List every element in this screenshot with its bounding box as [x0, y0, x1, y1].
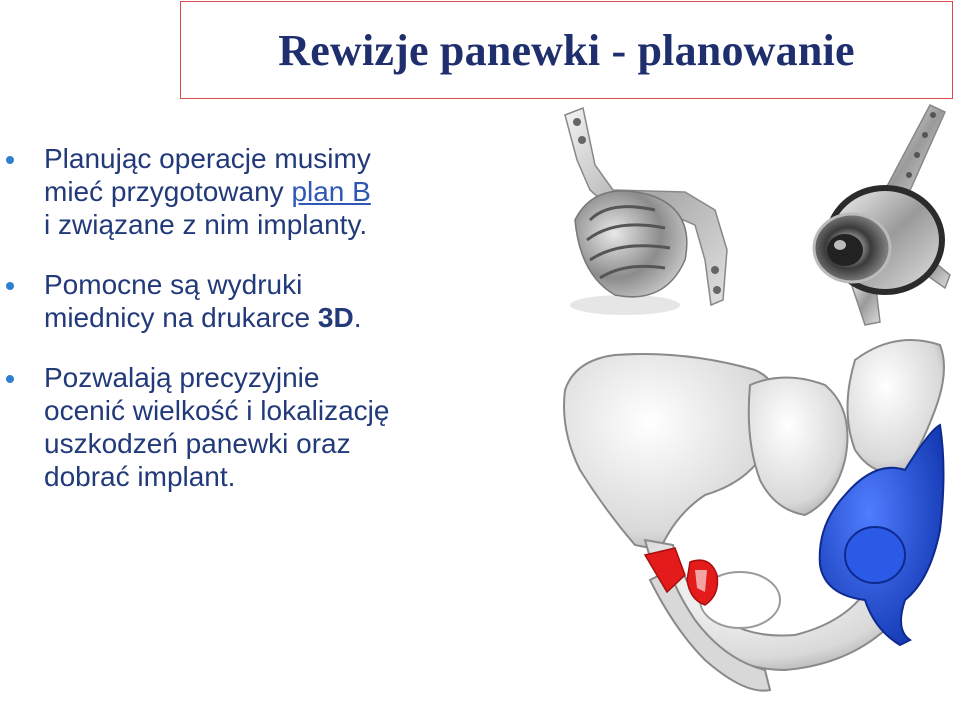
plan-b-link[interactable]: plan B	[291, 176, 371, 207]
bullet-2-line-2	[44, 301, 540, 334]
bold-3d: 3D	[317, 302, 354, 333]
bullet-3-line-2: ocenić wielkość i lokalizację	[44, 395, 390, 426]
bullet-dot-icon	[6, 375, 14, 383]
bullet-dot-icon	[6, 156, 14, 164]
implant-cage-image	[555, 100, 745, 325]
bullet-2-line-2-text: miednicy na drukarce	[44, 302, 318, 333]
bullet-item-2	[0, 268, 540, 334]
acetabular-cage-implant-icon	[555, 100, 745, 325]
bullet-2-line-1: Pomocne są wydruki	[44, 269, 303, 300]
bullet-dot-icon	[6, 282, 14, 290]
slide-title: Rewizje panewki - planowanie	[278, 25, 855, 75]
bullet-3-line-1: Pozwalają precyzyjnie	[44, 362, 320, 393]
bullet-item-3	[0, 361, 540, 493]
title-box	[180, 1, 953, 99]
bullet-item-1	[0, 142, 540, 241]
bullet-3-line-4: dobrać implant.	[44, 461, 236, 492]
bullet-1-line-2-text: mieć przygotowany	[44, 176, 292, 207]
bullet-list	[0, 142, 540, 520]
bullet-3-line-3: uszkodzeń panewki oraz	[44, 428, 351, 459]
pelvis-3d-model-icon	[555, 330, 955, 705]
bullet-1-line-1: Planując operacje musimy	[44, 143, 371, 174]
implant-cup-image	[790, 100, 955, 330]
bullet-2-period: .	[353, 302, 362, 333]
bullet-1-line-2	[44, 175, 540, 208]
cup-implant-icon	[790, 100, 955, 330]
pelvis-model-image	[555, 330, 955, 705]
bullet-1-line-3: i związane z nim implanty.	[44, 209, 368, 240]
